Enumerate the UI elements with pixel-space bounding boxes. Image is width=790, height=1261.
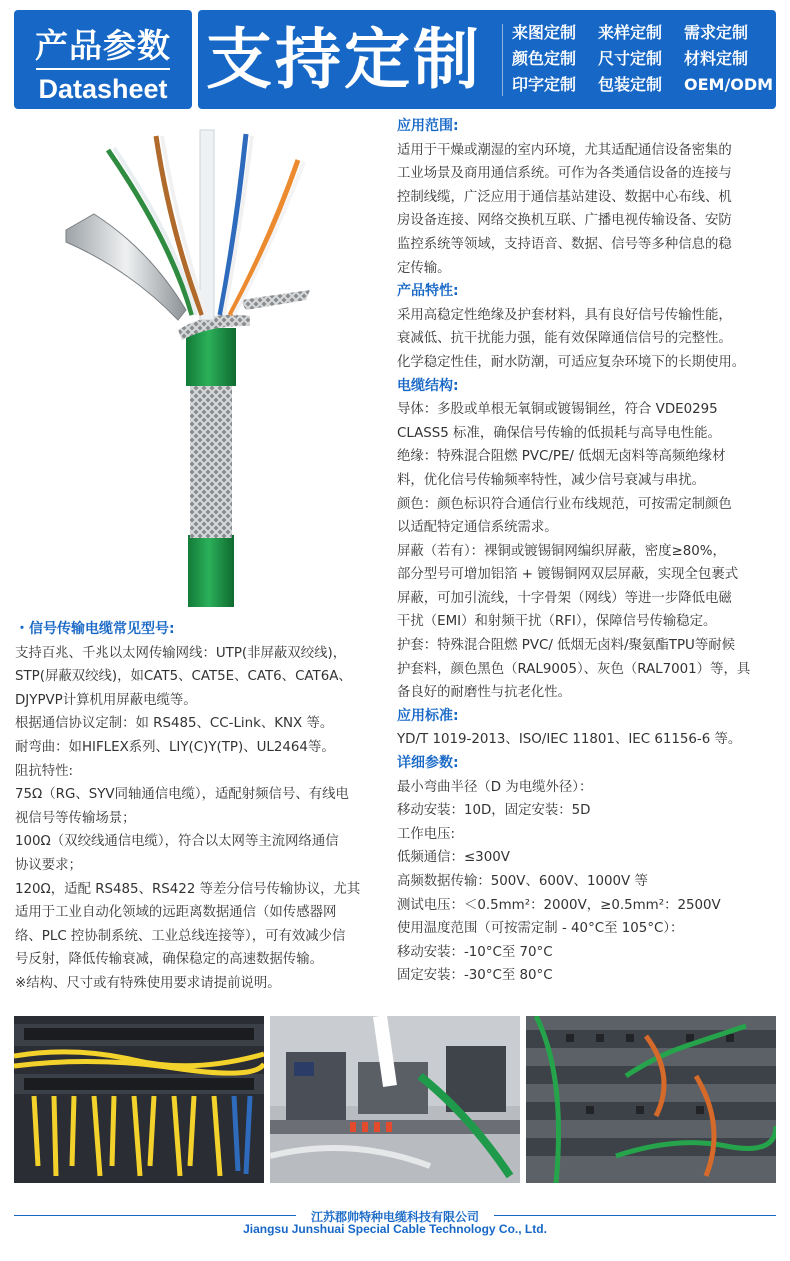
- company-name-en: Jiangsu Junshuai Special Cable Technology Co., Ltd.: [243, 1222, 547, 1236]
- custom-tag: 尺寸定制: [598, 49, 663, 68]
- custom-tag: 来图定制: [512, 23, 577, 42]
- models-column: [15, 618, 393, 996]
- server-rack-photo: [526, 1016, 776, 1183]
- text-line: 使用温度范围（可按需定制 - 40°C至 105°C）：: [397, 921, 684, 937]
- datasheet-title-en: Datasheet: [38, 74, 168, 104]
- divider: [502, 24, 503, 96]
- text-line: 协议要求；: [15, 857, 82, 873]
- text-line: YD/T 1019-2013、ISO/IEC 11801、IEC 61156-6 等。: [397, 732, 742, 748]
- text-line: 移动安装：-10°C至 70°C: [397, 944, 553, 960]
- section-heading: 产品特性:: [397, 283, 459, 300]
- text-line: 护套料，颜色黑色（RAL9005）、灰色（RAL7001）等，具: [397, 661, 751, 677]
- text-line: 屏蔽（若有）：裸铜或镀锡铜网编织屏蔽，密度≥80%，: [397, 543, 726, 559]
- text-line: 移动安装：10D，固定安装：5D: [397, 803, 591, 819]
- divider: [36, 68, 170, 70]
- text-line: 络、PLC 控协制系统、工业总线连接等），可有效减少信: [15, 928, 346, 944]
- custom-tag: 材料定制: [684, 49, 749, 68]
- text-line: CLASS5 标准，确保信号传输的低损耗与高导电性能。: [397, 425, 721, 441]
- braid-shield: [190, 382, 232, 538]
- section-heading: ・信号传输电缆常见型号:: [15, 621, 175, 637]
- text-line: 适用于工业自动化领域的远距离数据通信（如传感器网: [15, 905, 337, 921]
- section-heading: 电缆结构:: [397, 377, 459, 394]
- section-heading: 应用标准:: [397, 707, 459, 724]
- text-line: 屏蔽，可加引流线，十字骨架（网线）等进一步降低电磁: [397, 590, 732, 606]
- text-line: 高频数据传输：500V、600V、1000V 等: [397, 874, 648, 889]
- text-line: 导体：多股或单根无氧铜或镀锡铜丝，符合 VDE0295: [397, 402, 718, 418]
- custom-tag: 印字定制: [512, 75, 577, 94]
- text-line: 最小弯曲半径（D 为电缆外径）：: [397, 779, 593, 795]
- text-line: 测试电压：＜0.5mm²：2000V，≥0.5mm²：2500V: [397, 897, 721, 913]
- text-line: 耐弯曲：如HIFLEX系列、LIY(C)Y(TP)、UL2464等。: [15, 739, 335, 755]
- text-line: 采用高稳定性绝缘及护套材料，具有良好信号传输性能，: [397, 307, 732, 323]
- text-line: 根据通信协议定制：如 RS485、CC-Link、KNX 等。: [15, 716, 334, 732]
- text-line: 阻抗特性:: [15, 763, 74, 779]
- text-line: 绝缘：特殊混合阻燃 PVC/PE/ 低烟无卤料等高频绝缘材: [397, 449, 726, 465]
- datasheet-title-cn: 产品参数: [35, 26, 171, 65]
- datasheet-banner: [14, 10, 192, 109]
- text-line: 房设备连接、网络交换机互联、广播电视传输设备、安防: [397, 213, 732, 229]
- text-line: 工业场景及商用通信系统。可作为各类通信设备的连接与: [397, 166, 732, 182]
- text-line: 备良好的耐磨性与抗老化性。: [397, 685, 572, 701]
- text-line: 视信号等传输场景；: [15, 810, 136, 826]
- text-line: 号反射，降低传输衰减，确保稳定的高速数据传输。: [15, 952, 323, 968]
- customization-banner: [198, 10, 776, 109]
- jacket-lower: [188, 535, 234, 607]
- text-line: 固定安装：-30°C至 80°C: [397, 968, 553, 984]
- customization-title: 支持定制: [206, 21, 482, 98]
- text-line: 低频通信：≤300V: [397, 850, 510, 866]
- plc-wiring-photo: [270, 1016, 520, 1183]
- text-line: 75Ω（RG、SYV同轴通信电缆），适配射频信号、有线电: [15, 787, 349, 803]
- text-line: 衰减低、抗干扰能力强，能有效保障通信信号的完整性。: [397, 331, 732, 347]
- text-line: 干扰（EMI）和射频干扰（RFI），保障信号传输稳定。: [397, 614, 717, 630]
- patch-panel-photo: [14, 1016, 264, 1183]
- cable-illustration: [60, 120, 360, 610]
- text-line: 适用于干燥或潮湿的室内环境，尤其适配通信设备密集的: [397, 142, 732, 158]
- custom-tag: 需求定制: [684, 23, 749, 42]
- text-line: 料，优化信号传输频率特性，减少信号衰减与串扰。: [397, 472, 705, 488]
- text-line: 120Ω，适配 RS485、RS422 等差分信号传输协议，尤其: [15, 881, 361, 897]
- custom-tag: OEM/ODM: [684, 75, 774, 94]
- text-line: 定传输。: [397, 260, 451, 276]
- text-line: 控制线缆，广泛应用于通信基站建设、数据中心布线、机: [397, 189, 732, 205]
- text-line: DJYPVP计算机用屏蔽电缆等。: [15, 692, 197, 708]
- section-heading: 应用范围:: [397, 118, 459, 134]
- custom-tag: 来样定制: [598, 23, 663, 42]
- section-heading: 详细参数:: [397, 755, 459, 772]
- text-line: 以适配特定通信系统需求。: [397, 520, 558, 536]
- text-line: 工作电压:: [397, 826, 456, 842]
- jacket-ring: [186, 328, 236, 386]
- text-line: 支持百兆、千兆以太网传输网线：UTP(非屏蔽双绞线)，: [15, 645, 347, 661]
- text-line: 部分型号可增加铝箔 + 镀锡铜网双层屏蔽，实现全包裹式: [397, 567, 739, 583]
- spec-column: [397, 115, 783, 988]
- text-line: 100Ω（双绞线通信电缆），符合以太网等主流网络通信: [15, 834, 339, 850]
- text-line: 化学稳定性佳，耐水防潮，可适应复杂环境下的长期使用。: [397, 354, 746, 370]
- text-line: 监控系统等领域，支持语音、数据、信号等多种信息的稳: [397, 236, 732, 252]
- customization-tags: [512, 20, 774, 98]
- text-line: 护套：特殊混合阻燃 PVC/ 低烟无卤料/聚氨酯TPU等耐候: [397, 638, 735, 654]
- company-name-cn: 江苏郡帅特种电缆科技有限公司: [310, 1210, 479, 1224]
- text-line: STP(屏蔽双绞线)，如CAT5、CAT5E、CAT6、CAT6A、: [15, 669, 352, 685]
- text-line: ※结构、尺寸或有特殊使用要求请提前说明。: [15, 975, 281, 991]
- foil-shield: [66, 214, 186, 320]
- custom-tag: 颜色定制: [512, 49, 577, 68]
- text-line: 颜色：颜色标识符合通信行业布线规范，可按需定制颜色: [397, 496, 732, 512]
- custom-tag: 包装定制: [598, 75, 663, 94]
